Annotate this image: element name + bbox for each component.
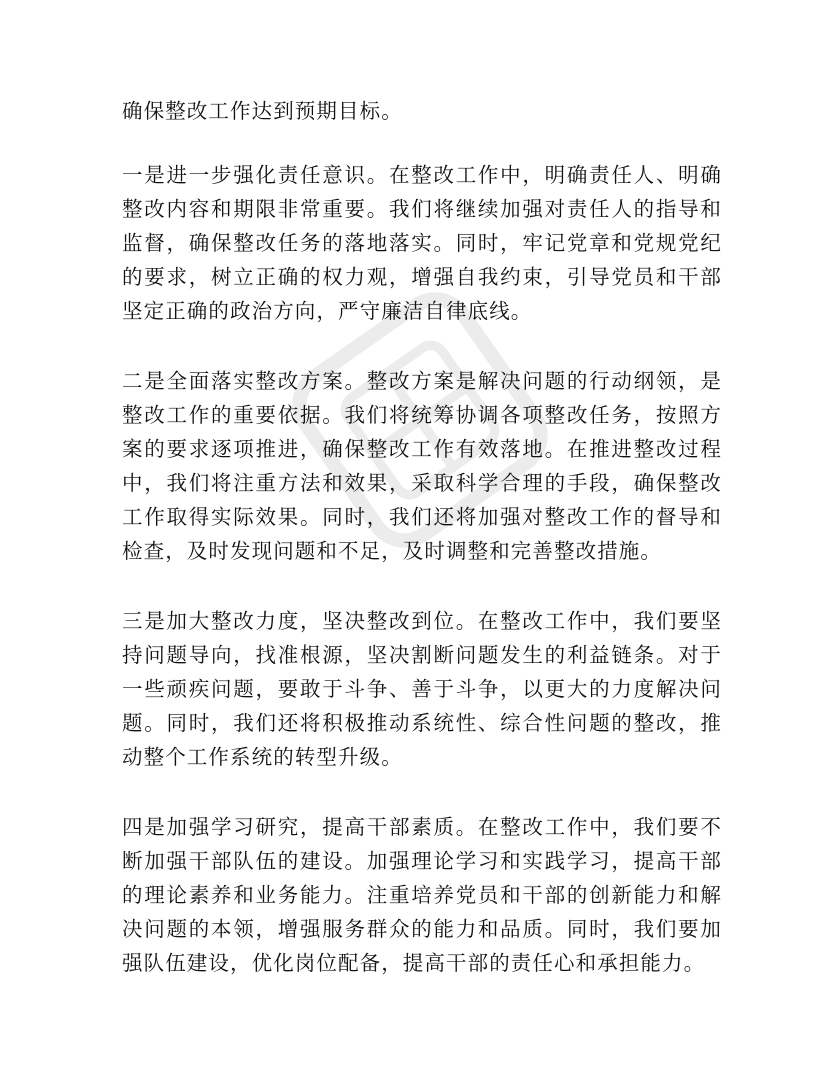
paragraph-responsibility: 一是进一步强化责任意识。在整改工作中，明确责任人、明确整改内容和期限非常重要。我们将继续加强对责任人的指导和监督，确保整改任务的落地落实。同时，牢记党章和党规党纪的要求，树立正确的权力观，增强自我约束，引导党员和干部坚定正确的政治方向，严守廉洁自律底线。 — [122, 163, 722, 323]
paragraph-continuation: 确保整改工作达到预期目标。 — [122, 99, 403, 123]
document-body — [122, 94, 722, 1016]
paragraph-study-research: 四是加强学习研究，提高干部素质。在整改工作中，我们要不断加强干部队伍的建设。加强理论学习和实践学习，提高干部的理论素养和业务能力。注重培养党员和干部的创新能力和解决问题的本领，增强服务群众的能力和品质。同时，我们要加强队伍建设，优化岗位配备，提高干部的责任心和承担能力。 — [122, 815, 722, 975]
paragraph-rectification-strength: 三是加大整改力度，坚决整改到位。在整改工作中，我们要坚持问题导向，找准根源，坚决割断问题发生的利益链条。对于一些顽疾问题，要敢于斗争、善于斗争，以更大的力度解决问题。同时，我们还将积极推动系统性、综合性问题的整改，推动整个工作系统的转型升级。 — [122, 609, 722, 769]
paragraph-implementation: 二是全面落实整改方案。整改方案是解决问题的行动纲领，是整改工作的重要依据。我们将统筹协调各项整改任务，按照方案的要求逐项推进，确保整改工作有效落地。在推进整改过程中，我们将注重方法和效果，采取科学合理的手段，确保整改工作取得实际效果。同时，我们还将加强对整改工作的督导和检查，及时发现问题和不足，及时调整和完善整改措施。 — [122, 369, 722, 563]
